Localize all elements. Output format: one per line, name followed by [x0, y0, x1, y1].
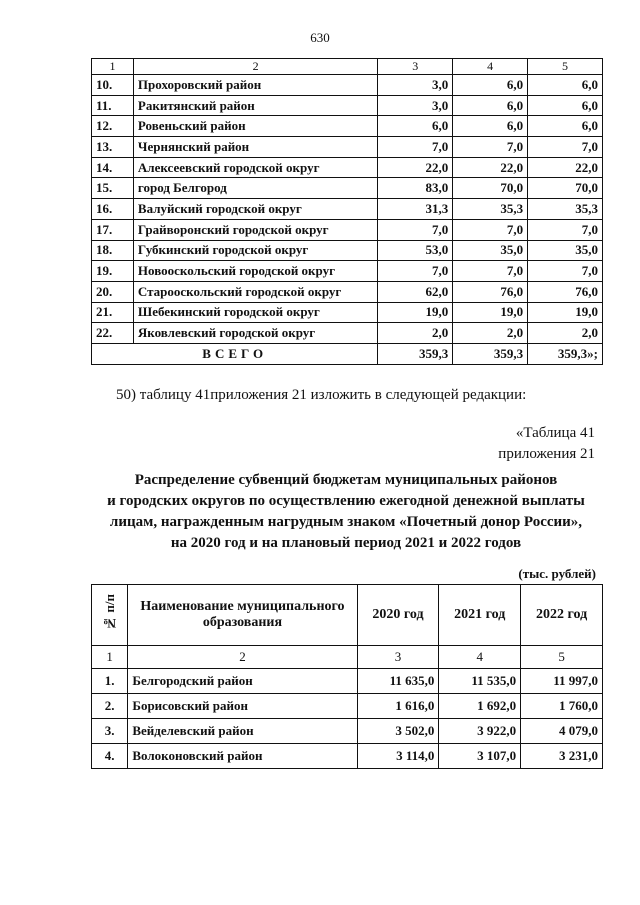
cell-v3: 22,0: [378, 157, 453, 178]
cell-v3: 7,0: [378, 137, 453, 158]
index-cell: 2: [128, 646, 357, 669]
cell-num: 13.: [92, 137, 134, 158]
cell-num: 12.: [92, 116, 134, 137]
cell-v4: 2,0: [453, 323, 528, 344]
table-row: [92, 137, 603, 158]
cell-y2021: 1 692,0: [439, 694, 521, 719]
appendix-caption-line: приложения 21: [498, 446, 595, 462]
cell-v5: 2,0: [528, 323, 603, 344]
header-number-text: № п/п: [101, 594, 117, 631]
cell-name: Яковлевский городской округ: [133, 323, 377, 344]
subventions-table: [91, 584, 603, 769]
cell-v3: 2,0: [378, 323, 453, 344]
cell-name: город Белгород: [133, 178, 377, 199]
cell-v5: 6,0: [528, 95, 603, 116]
cell-v4: 7,0: [453, 137, 528, 158]
cell-name: Волоконовский район: [128, 744, 357, 769]
cell-y2020: 3 114,0: [357, 744, 439, 769]
cell-num: 17.: [92, 219, 134, 240]
cell-v3: 3,0: [378, 95, 453, 116]
cell-v4: 6,0: [453, 95, 528, 116]
instruction-text: 50) таблицу 41приложения 21 изложить в следующей редакции:: [116, 387, 527, 403]
cell-v5: 35,3: [528, 199, 603, 220]
total-value: 359,3»;: [528, 343, 603, 364]
header-cell: 3: [378, 59, 453, 75]
table-row: [92, 669, 603, 694]
cell-y2022: 3 231,0: [521, 744, 603, 769]
index-cell: 1: [92, 646, 128, 669]
cell-name: Вейделевский район: [128, 719, 357, 744]
heading-line: лицам, награжденным нагрудным знаком «Почетный донор России»,: [109, 514, 583, 530]
total-row: [92, 343, 603, 364]
cell-v5: 7,0: [528, 219, 603, 240]
table-row: [92, 116, 603, 137]
heading-line: и городских округов по осуществлению ежегодной денежной выплаты: [107, 493, 585, 509]
table-row: [92, 694, 603, 719]
cell-num: 15.: [92, 178, 134, 199]
cell-num: 4.: [92, 744, 128, 769]
cell-v5: 35,0: [528, 240, 603, 261]
cell-v4: 70,0: [453, 178, 528, 199]
cell-y2021: 11 535,0: [439, 669, 521, 694]
header-year: 2020 год: [357, 585, 439, 646]
table-caption-line: «Таблица 41: [515, 425, 595, 441]
total-value: 359,3: [453, 343, 528, 364]
header-cell: 4: [453, 59, 528, 75]
cell-v4: 7,0: [453, 261, 528, 282]
cell-v3: 3,0: [378, 75, 453, 96]
cell-num: 19.: [92, 261, 134, 282]
cell-name: Грайворонский городской округ: [133, 219, 377, 240]
cell-v5: 7,0: [528, 261, 603, 282]
cell-y2022: 11 997,0: [521, 669, 603, 694]
cell-name: Алексеевский городской округ: [133, 157, 377, 178]
cell-num: 18.: [92, 240, 134, 261]
cell-name: Валуйский городской округ: [133, 199, 377, 220]
table-row: [92, 75, 603, 96]
header-year: 2022 год: [521, 585, 603, 646]
cell-num: 14.: [92, 157, 134, 178]
cell-num: 3.: [92, 719, 128, 744]
header-cell: 2: [133, 59, 377, 75]
cell-num: 1.: [92, 669, 128, 694]
table-row: [92, 240, 603, 261]
table-row: [92, 719, 603, 744]
header-name: Наименование муниципального образования: [128, 585, 357, 646]
cell-y2020: 3 502,0: [357, 719, 439, 744]
cell-name: Старооскольский городской округ: [133, 281, 377, 302]
cell-v5: 6,0: [528, 116, 603, 137]
table-row: [92, 323, 603, 344]
table-row: [92, 199, 603, 220]
unit-label: (тыс. рублей): [518, 566, 596, 581]
heading-line: на 2020 год и на плановый период 2021 и 2022 годов: [170, 535, 522, 551]
cell-v3: 7,0: [378, 219, 453, 240]
total-label: ВСЕГО: [92, 343, 378, 364]
index-cell: 3: [357, 646, 439, 669]
cell-v5: 22,0: [528, 157, 603, 178]
cell-num: 10.: [92, 75, 134, 96]
cell-v3: 6,0: [378, 116, 453, 137]
cell-v4: 6,0: [453, 75, 528, 96]
cell-name: Ровеньский район: [133, 116, 377, 137]
cell-v4: 19,0: [453, 302, 528, 323]
cell-v3: 83,0: [378, 178, 453, 199]
cell-v3: 53,0: [378, 240, 453, 261]
cell-v4: 76,0: [453, 281, 528, 302]
cell-name: Ракитянский район: [133, 95, 377, 116]
cell-v5: 7,0: [528, 137, 603, 158]
header-cell: 5: [528, 59, 603, 75]
table-row: [92, 281, 603, 302]
cell-num: 16.: [92, 199, 134, 220]
table-row: [92, 95, 603, 116]
table-header-row: [92, 585, 603, 646]
cell-name: Чернянский район: [133, 137, 377, 158]
table-row: [92, 744, 603, 769]
page-number: 630: [310, 30, 330, 45]
cell-v3: 62,0: [378, 281, 453, 302]
cell-num: 11.: [92, 95, 134, 116]
index-cell: 4: [439, 646, 521, 669]
cell-v3: 7,0: [378, 261, 453, 282]
cell-y2022: 4 079,0: [521, 719, 603, 744]
cell-v5: 70,0: [528, 178, 603, 199]
cell-name: Прохоровский район: [133, 75, 377, 96]
cell-v4: 22,0: [453, 157, 528, 178]
cell-v5: 76,0: [528, 281, 603, 302]
heading-line: Распределение субвенций бюджетам муниципальных районов: [134, 472, 558, 488]
cell-name: Губкинский городской округ: [133, 240, 377, 261]
cell-v4: 35,3: [453, 199, 528, 220]
cell-v5: 19,0: [528, 302, 603, 323]
cell-v4: 35,0: [453, 240, 528, 261]
header-year: 2021 год: [439, 585, 521, 646]
table-row: [92, 157, 603, 178]
cell-v4: 7,0: [453, 219, 528, 240]
total-value: 359,3: [378, 343, 453, 364]
cell-v3: 19,0: [378, 302, 453, 323]
table-row: [92, 302, 603, 323]
cell-num: 20.: [92, 281, 134, 302]
index-cell: 5: [521, 646, 603, 669]
cell-v4: 6,0: [453, 116, 528, 137]
cell-y2020: 1 616,0: [357, 694, 439, 719]
cell-y2021: 3 922,0: [439, 719, 521, 744]
table-header-row: [92, 59, 603, 75]
cell-name: Борисовский район: [128, 694, 357, 719]
cell-v5: 6,0: [528, 75, 603, 96]
cell-name: Шебекинский городской округ: [133, 302, 377, 323]
table-continuation: [91, 58, 603, 365]
column-index-row: [92, 646, 603, 669]
cell-num: 2.: [92, 694, 128, 719]
header-number: [92, 585, 128, 646]
cell-name: Новооскольский городской округ: [133, 261, 377, 282]
table-row: [92, 219, 603, 240]
cell-y2020: 11 635,0: [357, 669, 439, 694]
cell-num: 21.: [92, 302, 134, 323]
cell-y2021: 3 107,0: [439, 744, 521, 769]
cell-y2022: 1 760,0: [521, 694, 603, 719]
cell-name: Белгородский район: [128, 669, 357, 694]
header-cell: 1: [92, 59, 134, 75]
table-heading: [90, 470, 602, 554]
table-row: [92, 178, 603, 199]
cell-v3: 31,3: [378, 199, 453, 220]
cell-num: 22.: [92, 323, 134, 344]
table-row: [92, 261, 603, 282]
